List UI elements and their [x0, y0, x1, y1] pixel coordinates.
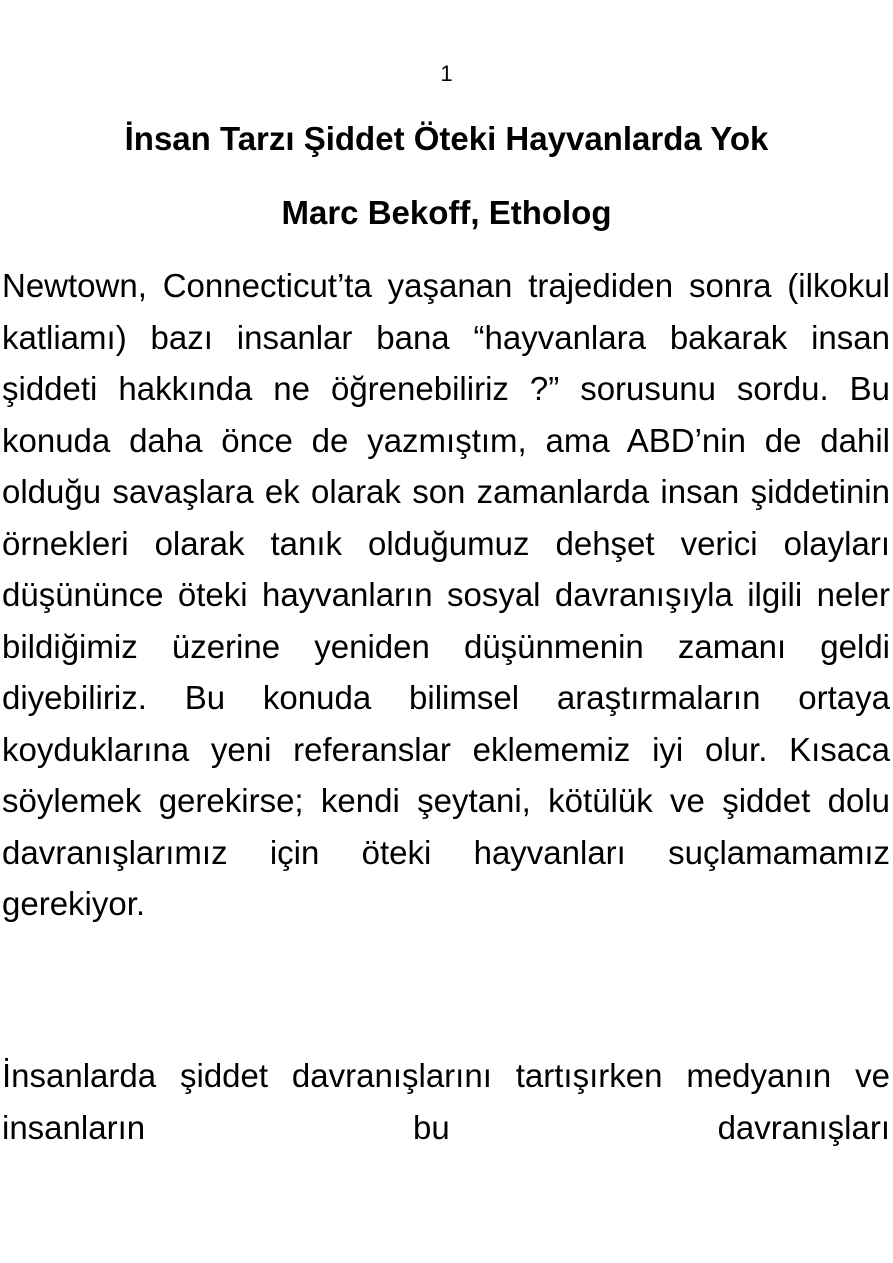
paragraph-1: Newtown, Connecticut’ta yaşanan trajediden sonra (ilkokul katliamı) bazı insanlar bana “hayvanlara bakarak insan şiddeti hakkında ne öğrenebiliriz ?” sorusunu sordu. Bu konuda daha önce de yazmıştım, ama ABD’nin de dahil olduğu savaşlara ek olarak son zamanlarda insan şiddetinin örnekleri olarak tanık olduğumuz dehşet verici olayları düşününce öteki hayvanların sosyal davranışıyla ilgili neler bildiğimiz üzerine yeniden düşünmenin zamanı geldi diyebiliriz. Bu konuda bilimsel araştırmaların ortaya koyduklarına yeni referanslar eklememiz iyi olur. Kısaca söylemek gerekirse; kendi şeytani, kötülük ve şiddet dolu davranışlarımız için öteki hayvanları suçlamamamız gerekiyor.: [2, 267, 890, 922]
document-author: Marc Bekoff, Etholog: [281, 194, 612, 231]
page-number: 1: [440, 61, 453, 86]
document-title: İnsan Tarzı Şiddet Öteki Hayvanlarda Yok: [124, 120, 769, 157]
paragraph-2: İnsanlarda şiddet davranışlarını tartışırken medyanın ve insanların bu davranışları: [2, 1057, 890, 1146]
